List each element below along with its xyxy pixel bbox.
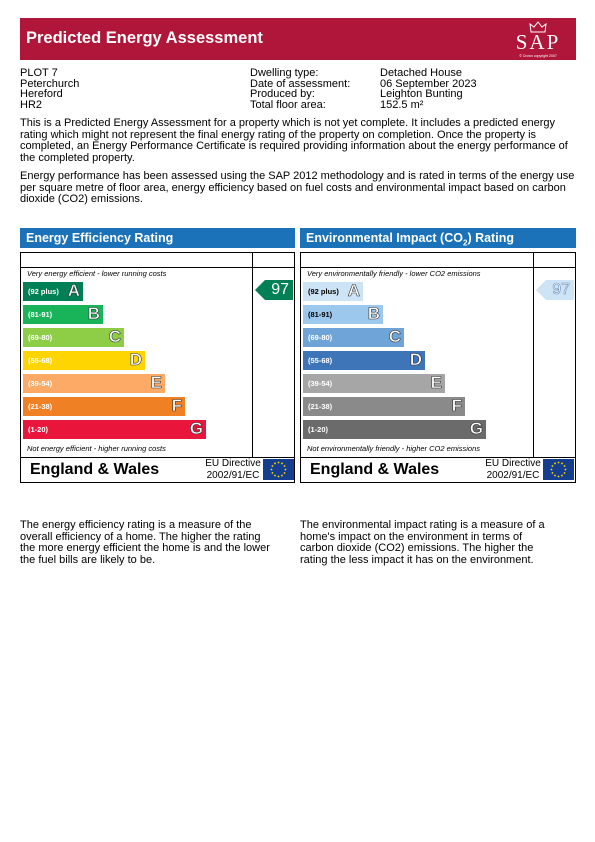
eu-flag-icon	[543, 459, 574, 480]
band-range-label: (1-20)	[308, 425, 329, 434]
band-letter: A	[347, 281, 360, 300]
band-letter: C	[388, 327, 401, 346]
band-letter: E	[150, 373, 162, 392]
band-e	[303, 374, 445, 393]
efficiency-top-caption: Very energy efficient - lower running costs	[27, 269, 167, 278]
band-g	[303, 420, 486, 439]
directive-line-2: 2002/91/EC	[206, 469, 260, 481]
details-values	[380, 68, 477, 110]
efficiency-score-value: 97	[271, 281, 289, 298]
environmental-panel-title	[300, 228, 576, 248]
produced-by-value: Leighton Bunting	[380, 88, 463, 100]
environmental-score-value: 97	[552, 281, 570, 298]
env-title-prefix: Environmental Impact (CO	[306, 231, 463, 245]
header-bar	[20, 18, 576, 60]
address-line: PLOT 7	[20, 67, 58, 79]
band-letter: E	[430, 373, 442, 392]
env-title-suffix: ) Rating	[467, 231, 514, 245]
assessment-date-value: 06 September 2023	[380, 77, 477, 90]
band-f	[303, 397, 465, 416]
band-d	[303, 351, 425, 370]
crown-icon	[529, 21, 547, 33]
efficiency-region: England & Wales	[30, 461, 160, 478]
intro-paragraph-1: This is a Predicted Energy Assessment for a property which is not yet complete. It includes a predicted energy rating which might not represent the final energy rating of the property on completion. Once the property is completed, an Energy Performance Certificate is required providing information about the energy performance of the completed property.	[20, 117, 568, 164]
address-line: Hereford	[20, 88, 63, 100]
assessment-date-label: Date of assessment:	[250, 77, 351, 90]
band-letter: D	[409, 350, 422, 369]
band-range-label: (21-38)	[308, 402, 333, 411]
efficiency-bottom-caption: Not energy efficient - higher running costs	[27, 444, 166, 453]
band-a	[23, 282, 83, 301]
band-range-label: (55-68)	[308, 356, 333, 365]
directive-line-2: 2002/91/EC	[486, 469, 540, 481]
band-range-label: (69-80)	[28, 333, 53, 342]
band-range-label: (81-91)	[28, 310, 53, 319]
efficiency-directive	[203, 458, 263, 481]
band-letter: G	[469, 419, 483, 438]
sap-logo	[508, 21, 568, 57]
band-range-label: (69-80)	[308, 333, 333, 342]
band-c	[23, 328, 124, 347]
efficiency-panel-title: Energy Efficiency Rating	[20, 228, 295, 248]
floor-area-label: Total floor area:	[250, 98, 326, 111]
band-range-label: (39-54)	[28, 379, 53, 388]
intro-paragraph-2: Energy performance has been assessed using the SAP 2012 methodology and is rated in terms of the energy use per square metre of floor area, energy efficiency based on fuel costs and environmental impact based on carbon dioxide (CO2) emissions.	[20, 170, 575, 206]
address-line: HR2	[20, 98, 43, 111]
band-f	[23, 397, 185, 416]
environmental-description: The environmental impact rating is a measure of a home's impact on the environment in terms of carbon dioxide (CO2) emissions. The higher the rating the less impact it has on the environment.	[300, 519, 545, 566]
band-range-label: (21-38)	[28, 402, 53, 411]
sap-logo-text: SAP	[515, 30, 561, 54]
environmental-region: England & Wales	[310, 461, 440, 478]
efficiency-potential-score	[255, 280, 293, 300]
environmental-directive	[483, 458, 543, 481]
details-labels	[250, 68, 350, 110]
band-range-label: (92 plus)	[308, 287, 339, 296]
band-a	[303, 282, 363, 301]
band-e	[23, 374, 165, 393]
band-range-label: (55-68)	[28, 356, 53, 365]
address-line: Peterchurch	[20, 77, 80, 90]
page-title: Predicted Energy Assessment	[26, 29, 263, 47]
address-block	[20, 68, 79, 110]
eu-flag-icon	[263, 459, 294, 480]
band-b	[23, 305, 103, 324]
band-letter: G	[189, 419, 203, 438]
band-letter: F	[451, 396, 462, 415]
band-g	[23, 420, 206, 439]
band-b	[303, 305, 383, 324]
band-letter: D	[129, 350, 142, 369]
band-range-label: (81-91)	[308, 310, 333, 319]
band-letter: B	[87, 304, 100, 323]
environmental-top-caption: Very environmentally friendly - lower CO2 emissions	[307, 269, 481, 278]
env-title-sub: 2	[462, 238, 468, 248]
directive-line-1: EU Directive	[205, 458, 261, 469]
produced-by-label: Produced by:	[250, 88, 315, 100]
sap-copyright: © Crown copyright 2007	[519, 54, 557, 58]
band-d	[23, 351, 145, 370]
environmental-potential-score	[536, 280, 574, 300]
band-letter: F	[171, 396, 182, 415]
dwelling-type-label: Dwelling type:	[250, 67, 319, 79]
band-range-label: (39-54)	[308, 379, 333, 388]
floor-area-value: 152.5 m²	[380, 98, 424, 111]
band-letter: B	[367, 304, 380, 323]
environmental-bottom-caption: Not environmentally friendly - higher CO2 emissions	[307, 444, 480, 453]
band-letter: C	[108, 327, 121, 346]
band-range-label: (1-20)	[28, 425, 49, 434]
directive-line-1: EU Directive	[485, 458, 541, 469]
band-letter: A	[67, 281, 80, 300]
environmental-rating-chart	[300, 252, 576, 483]
efficiency-rating-chart	[20, 252, 295, 483]
dwelling-type-value: Detached House	[380, 67, 462, 79]
efficiency-description: The energy efficiency rating is a measure of the overall efficiency of a home. The higher the rating the more energy efficient the home is and the lower the fuel bills are likely to be.	[20, 519, 270, 566]
band-range-label: (92 plus)	[28, 287, 59, 296]
band-c	[303, 328, 404, 347]
